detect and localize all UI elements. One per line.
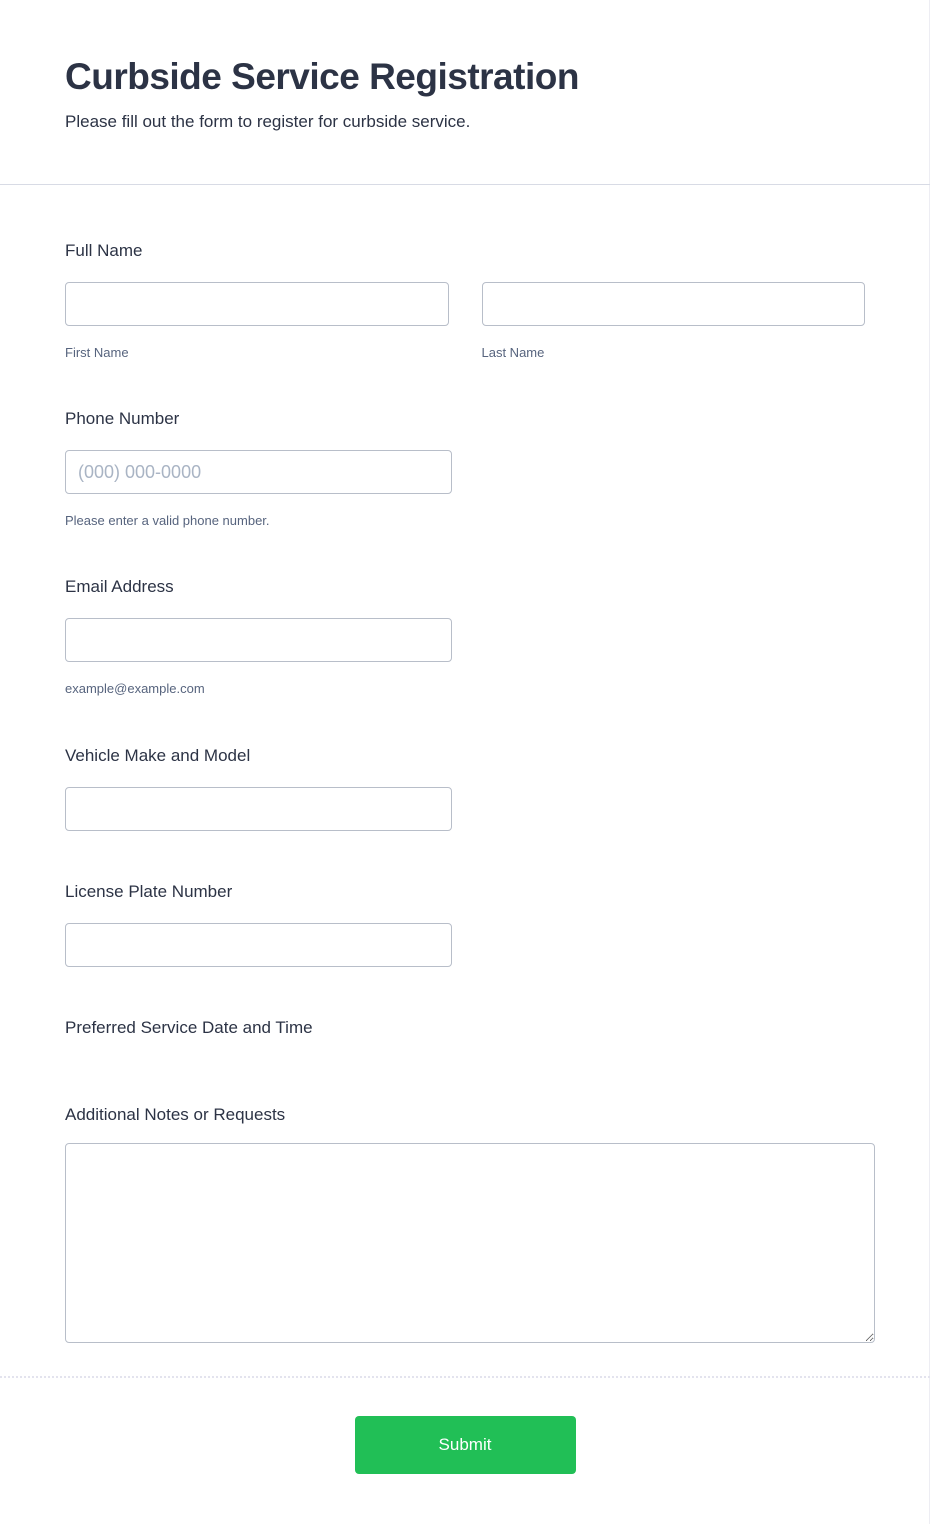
email-label: Email Address xyxy=(65,577,174,596)
phone-sublabel: Please enter a valid phone number. xyxy=(65,513,270,528)
first-name-input[interactable] xyxy=(65,282,449,326)
field-full-name xyxy=(65,241,865,361)
last-name-col xyxy=(482,282,866,326)
preferred-datetime-label: Preferred Service Date and Time xyxy=(65,1018,313,1037)
phone-label: Phone Number xyxy=(65,409,180,428)
phone-input[interactable] xyxy=(65,450,452,494)
field-license-plate xyxy=(65,882,865,967)
name-inputs-row xyxy=(65,282,865,326)
full-name-label: Full Name xyxy=(65,241,143,260)
notes-label: Additional Notes or Requests xyxy=(65,1105,286,1124)
field-vehicle xyxy=(65,746,865,831)
vehicle-input[interactable] xyxy=(65,787,452,831)
email-input[interactable] xyxy=(65,618,452,662)
field-notes xyxy=(65,1105,865,1343)
license-plate-label: License Plate Number xyxy=(65,882,233,901)
last-name-sublabel: Last Name xyxy=(481,345,545,360)
form-header xyxy=(0,0,930,185)
first-name-col xyxy=(65,282,449,326)
vehicle-label: Vehicle Make and Model xyxy=(65,746,251,765)
notes-textarea[interactable] xyxy=(65,1143,875,1343)
field-email xyxy=(65,577,865,697)
email-sublabel: example@example.com xyxy=(65,681,205,696)
license-plate-input[interactable] xyxy=(65,923,452,967)
last-name-input[interactable] xyxy=(482,282,866,326)
field-phone xyxy=(65,409,865,529)
page-title: Curbside Service Registration xyxy=(65,56,579,97)
submit-area xyxy=(0,1378,930,1524)
field-preferred-datetime xyxy=(65,1018,865,1038)
submit-button[interactable]: Submit xyxy=(355,1416,576,1474)
first-name-sublabel: First Name xyxy=(65,345,129,360)
form-body xyxy=(0,241,930,1343)
name-sublabels-row xyxy=(65,326,865,361)
page-subtitle: Please fill out the form to register for curbside service. xyxy=(65,112,471,131)
